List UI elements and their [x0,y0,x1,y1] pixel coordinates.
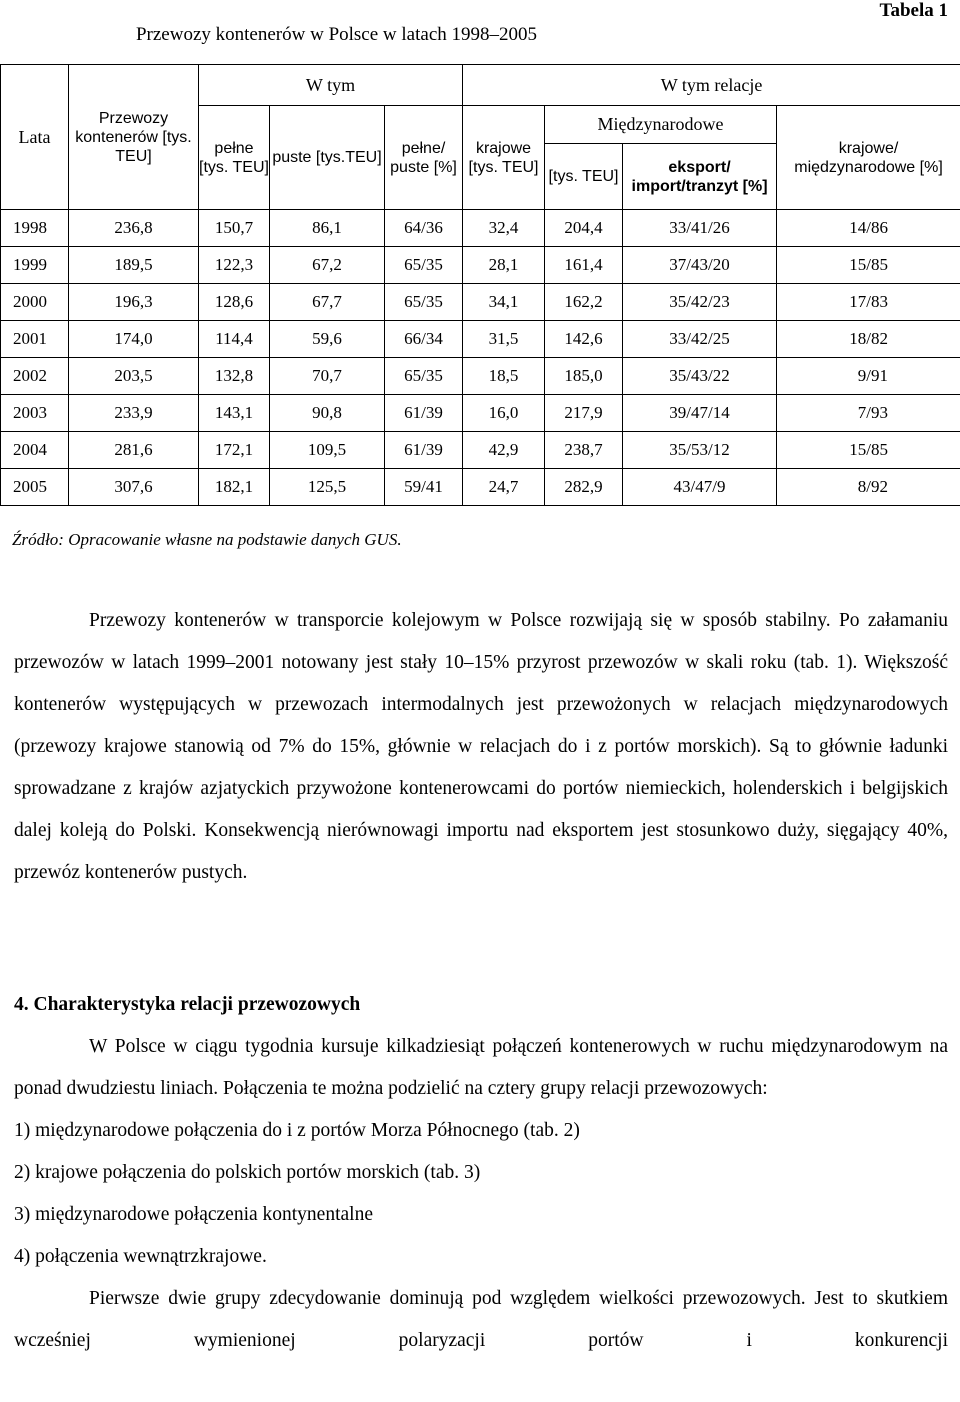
container-transport-table [0,64,960,506]
table-cell: 39/47/14 [623,395,777,432]
table-cell: 59,6 [270,321,385,358]
header-w-tym-relacje: W tym relacje [463,65,960,106]
year-cell: 2005 [1,469,69,506]
year-cell: 2002 [1,358,69,395]
table-cell: 14/86 [777,210,960,247]
year-cell: 1998 [1,210,69,247]
table-cell: 16,0 [463,395,545,432]
header-krajowe: krajowe [tys. TEU] [463,106,545,210]
table-cell: 282,9 [545,469,623,506]
table-cell: 9/91 [777,358,960,395]
table-cell: 33/41/26 [623,210,777,247]
table-cell: 35/43/22 [623,358,777,395]
table-cell: 204,4 [545,210,623,247]
table-cell: 64/36 [385,210,463,247]
table-cell: 65/35 [385,247,463,284]
year-cell: 2000 [1,284,69,321]
table-source: Źródło: Opracowanie własne na podstawie danych GUS. [12,530,402,549]
section-number: 4. [14,994,29,1015]
table-cell: 172,1 [199,432,270,469]
table-cell: 150,7 [199,210,270,247]
table-title-text: Przewozy kontenerów w Polsce w latach 1998–2005 [135,24,537,45]
paragraph-3-text: Pierwsze dwie grupy zdecydowanie dominują pod względem wielkości przewozowych. Jest to skutkiem wcześniej wymienionej polaryzacji portów i konkurencji [14,1288,948,1351]
table-cell: 189,5 [69,247,199,284]
table-title [0,24,960,46]
section-title: Charakterystyka relacji przewozowych [33,994,361,1015]
header-krajowe-miedzynarodowe: krajowe/ międzynarodowe [%] [777,106,960,210]
header-eksport-import: eksport/ import/tranzyt [%] [623,144,777,210]
table-row [1,284,960,321]
table-cell: 238,7 [545,432,623,469]
table-cell: 203,5 [69,358,199,395]
table-cell: 7/93 [777,395,960,432]
header-miedzynarodowe-tys: [tys. TEU] [545,144,623,210]
table-cell: 34,1 [463,284,545,321]
table-cell: 67,2 [270,247,385,284]
table-cell: 18,5 [463,358,545,395]
table-cell: 162,2 [545,284,623,321]
table-cell: 114,4 [199,321,270,358]
table-row [1,321,960,358]
table-cell: 8/92 [777,469,960,506]
year-cell: 2004 [1,432,69,469]
table-cell: 281,6 [69,432,199,469]
table-cell: 42,9 [463,432,545,469]
table-cell: 18/82 [777,321,960,358]
list-item: 2) krajowe połączenia do polskich portów morskich (tab. 3) [14,1162,481,1183]
header-pelne-puste: pełne/ puste [%] [385,106,463,210]
table-row [1,210,960,247]
table-cell: 35/53/12 [623,432,777,469]
year-cell: 2003 [1,395,69,432]
table-cell: 70,7 [270,358,385,395]
table-cell: 174,0 [69,321,199,358]
header-przewozy: Przewozy kontenerów [tys. TEU] [69,65,199,210]
table-row [1,247,960,284]
table-cell: 28,1 [463,247,545,284]
table-cell: 185,0 [545,358,623,395]
table-cell: 43/47/9 [623,469,777,506]
table-cell: 161,4 [545,247,623,284]
table-cell: 196,3 [69,284,199,321]
table-label: Tabela 1 [879,0,948,21]
header-pelne: pełne [tys. TEU] [199,106,270,210]
relation-groups-list [14,1110,948,1278]
table-cell: 122,3 [199,247,270,284]
table-cell: 59/41 [385,469,463,506]
table-cell: 217,9 [545,395,623,432]
paragraph-1 [14,600,948,894]
table-cell: 15/85 [777,247,960,284]
table-cell: 109,5 [270,432,385,469]
table-row [1,395,960,432]
header-w-tym: W tym [199,65,463,106]
year-cell: 1999 [1,247,69,284]
header-puste: puste [tys.TEU] [270,106,385,210]
table-cell: 61/39 [385,395,463,432]
table-cell: 17/83 [777,284,960,321]
table-cell: 37/43/20 [623,247,777,284]
table-cell: 15/85 [777,432,960,469]
table-row [1,358,960,395]
table-cell: 90,8 [270,395,385,432]
table-cell: 35/42/23 [623,284,777,321]
table-cell: 143,1 [199,395,270,432]
year-cell: 2001 [1,321,69,358]
paragraph-2-text: W Polsce w ciągu tygodnia kursuje kilkadziesiąt połączeń kontenerowych w ruchu międzynarodowym na ponad dwudziestu liniach. Połączenia te można podzielić na cztery grupy relacji przewozowych: [14,1036,948,1099]
header-lata: Lata [1,65,69,210]
section-heading [14,984,360,1026]
table-cell: 61/39 [385,432,463,469]
header-miedzynarodowe: Międzynarodowe [545,106,777,144]
table-cell: 132,8 [199,358,270,395]
table-cell: 33/42/25 [623,321,777,358]
paragraph-1-text: Przewozy kontenerów w transporcie kolejowym w Polsce rozwijają się w sposób stabilny. Po załamaniu przewozów w latach 1999–2001 notowany jest stały 10–15% przyrost przewozów w skali roku (tab. 1). Większość kontenerów występujących w przewozach intermodalnych jest przewożonych w relacjach międzynarodowych (przewozy krajowe stanowią od 7% do 15%, głównie w relacjach do i z portów morskich). Są to głównie ładunki sprowadzane z krajów azjatyckich przywożone kontenerowcami do portów niemieckich, holenderskich i belgijskich dalej koleją do Polski. Konsekwencją nierównowagi importu nad eksportem jest stosunkowo duży, sięgający 40%, przewóz kontenerów pustych. [14,610,948,883]
table-cell: 67,7 [270,284,385,321]
table-cell: 125,5 [270,469,385,506]
table-row [1,469,960,506]
table-cell: 307,6 [69,469,199,506]
table-cell: 32,4 [463,210,545,247]
table-cell: 31,5 [463,321,545,358]
list-item: 4) połączenia wewnątrzkrajowe. [14,1246,267,1267]
table-cell: 233,9 [69,395,199,432]
list-item: 1) międzynarodowe połączenia do i z portów Morza Północnego (tab. 2) [14,1120,580,1141]
table-cell: 128,6 [199,284,270,321]
list-item: 3) międzynarodowe połączenia kontynentalne [14,1204,373,1225]
table-row [1,432,960,469]
table-cell: 24,7 [463,469,545,506]
table-cell: 65/35 [385,284,463,321]
table-cell: 66/34 [385,321,463,358]
table-cell: 65/35 [385,358,463,395]
table-cell: 86,1 [270,210,385,247]
table-body [1,210,960,506]
paragraph-2 [14,1026,948,1362]
table-cell: 182,1 [199,469,270,506]
table-cell: 236,8 [69,210,199,247]
table-cell: 142,6 [545,321,623,358]
